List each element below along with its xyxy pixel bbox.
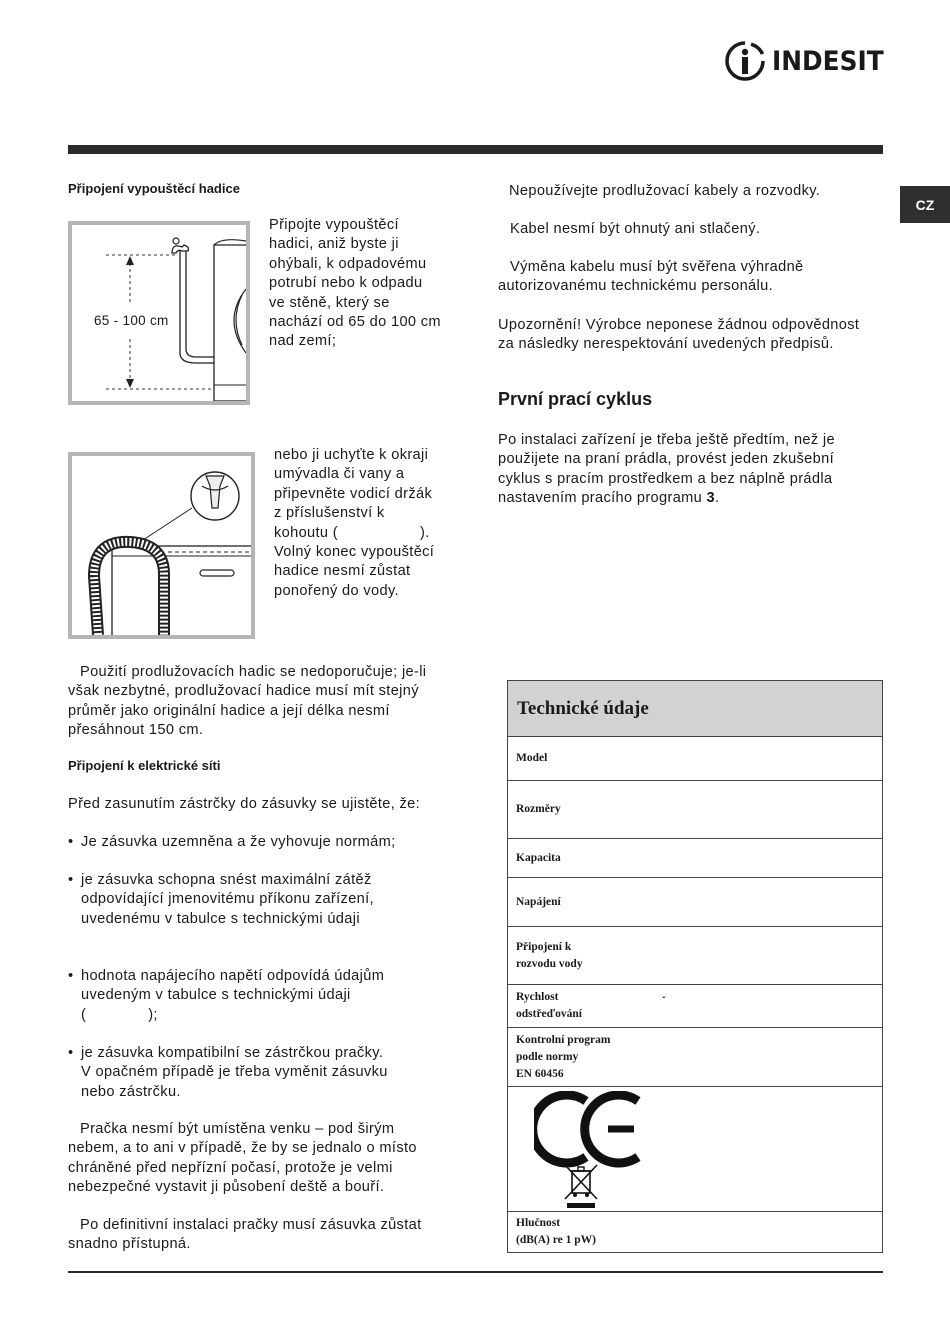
text-line: umývadla či vany a — [274, 466, 405, 483]
footer-rule — [68, 1271, 883, 1273]
text-line: snadno přístupná. — [68, 1236, 191, 1253]
row-label: Rozměry — [516, 803, 561, 815]
text-line: hadici, aniž byste ji — [269, 236, 399, 253]
brand-logo — [724, 40, 893, 82]
text-fragment: nastavením pracího programu — [498, 490, 707, 507]
text-line: odpovídající jmenovitému příkonu zařízení, — [81, 891, 374, 908]
text-line: ohýbali, k odpadovému — [269, 255, 427, 272]
text-line: přesáhnout 150 cm. — [68, 722, 204, 739]
text-line: Připojte vypouštěcí — [269, 217, 399, 233]
bullet-dot: • — [68, 968, 74, 984]
text-line: nad zemí; — [269, 333, 337, 350]
caron-mark: ˇ — [662, 995, 666, 1007]
tech-row-test-program — [508, 1028, 882, 1087]
row-label: Rychlost — [516, 991, 559, 1003]
tech-row-model — [508, 737, 882, 781]
text-line: autorizovanému technickému personálu. — [498, 278, 773, 295]
tech-row-noise — [508, 1212, 882, 1252]
text-line: nebo ji uchyťte k okraji — [274, 447, 429, 463]
text-line: nebem, a to ani v případě, že by se jednalo o místo — [68, 1140, 417, 1157]
bullet-dot: • — [68, 834, 74, 850]
text-fragment: ). — [420, 524, 430, 541]
language-tab: CZ — [900, 186, 950, 223]
tech-row-marks — [508, 1087, 882, 1212]
hose-guide-figure — [68, 452, 255, 639]
drain-heading: Připojení vypouštěcí hadice — [68, 181, 240, 196]
tech-row-spin — [508, 985, 882, 1028]
brand-i-icon — [724, 40, 766, 82]
text-line: však nezbytné, prodlužovací hadice musí mít stejný — [68, 683, 419, 700]
drain-instructions-1 — [269, 216, 441, 352]
row-label: Napájení — [516, 895, 561, 908]
text-line: nachází od 65 do 100 cm — [269, 314, 441, 331]
row-label: odstřeďování — [516, 1008, 582, 1020]
electric-intro: Před zasunutím zástrčky do zásuvky se ujistěte, že: — [68, 796, 421, 812]
text-line: připevněte vodicí držák — [274, 485, 433, 502]
first-cycle-paragraph — [498, 431, 835, 509]
height-dimension-label: 65 - 100 cm — [94, 313, 169, 328]
text-line — [498, 489, 835, 508]
outdoor-paragraph — [68, 1120, 417, 1198]
row-label: podle normy — [516, 1050, 579, 1063]
tech-row-water — [508, 927, 882, 985]
text-line: uvedeným v tabulce s technickými údaji — [81, 987, 351, 1004]
bullet-dot: • — [68, 872, 74, 888]
row-label: Připojení k — [516, 940, 572, 953]
text-line: je zásuvka kompatibilní se zástrčkou pračky. — [81, 1045, 384, 1061]
row-label: Kontrolní program — [516, 1033, 611, 1046]
bullet-item — [68, 833, 395, 852]
bullet-item — [68, 1044, 388, 1102]
text-line: Po definitivní instalaci pračky musí zásuvka zůstat — [80, 1217, 422, 1233]
text-fragment: kohoutu ( — [274, 524, 338, 541]
row-label: Kapacita — [516, 851, 561, 864]
brand-name: INDESIT — [772, 45, 884, 77]
text-line: Upozornění! Výrobce neponese žádnou odpovědnost — [498, 317, 860, 333]
text-line: použijete na praní prádla, provést jeden zkušební — [498, 451, 834, 468]
header-rule — [68, 145, 883, 154]
access-paragraph — [68, 1216, 422, 1255]
electric-heading: Připojení k elektrické síti — [68, 758, 221, 773]
text-line: uvedenému v tabulce s technickými údaji — [81, 910, 360, 927]
text-line: ve stěně, který se — [269, 294, 390, 311]
text-fragment: ); — [148, 1006, 158, 1023]
row-label: rozvodu vody — [516, 957, 583, 970]
text-line: Volný konec vypouštěcí — [274, 544, 435, 561]
text-line: V opačném případě je třeba vyměnit zásuvku — [81, 1064, 388, 1081]
text-line: hadice nesmí zůstat — [274, 563, 411, 580]
bullet-dot: • — [68, 1045, 74, 1061]
row-label: Model — [516, 752, 548, 764]
tech-row-dimensions — [508, 781, 882, 839]
text-line: nebezpečné vystavit ji působení deště a bouří. — [68, 1179, 385, 1196]
text-line: ponořený do vody. — [274, 582, 399, 599]
extension-paragraph — [68, 663, 426, 741]
tech-row-capacity — [508, 839, 882, 878]
row-label: EN 60456 — [516, 1067, 564, 1080]
text-line: Je zásuvka uzemněna a že vyhovuje normám; — [81, 834, 396, 850]
drain-instructions-2 — [274, 446, 434, 601]
cable-warning-1: Nepoužívejte prodlužovací kabely a rozvodky. — [509, 183, 821, 199]
text-line: potrubí nebo k odpadu — [269, 275, 423, 292]
program-number: 3 — [706, 490, 716, 507]
text-fragment: . — [715, 490, 720, 507]
text-line: hodnota napájecího napětí odpovídá údajům — [81, 968, 385, 984]
cable-warning-2: Kabel nesmí být ohnutý ani stlačený. — [510, 221, 761, 237]
text-line: Po instalaci zařízení je třeba ještě předtím, než je — [498, 432, 835, 448]
first-cycle-heading: První prací cyklus — [498, 389, 653, 409]
tech-table-title: Technické údaje — [508, 681, 882, 737]
text-line: Pračka nesmí být umístěna venku – pod širým — [80, 1121, 395, 1137]
weee-bin-icon — [561, 1163, 601, 1211]
text-line: z příslušenství k — [274, 505, 385, 522]
text-line: cyklus s pracím prostředkem a bez náplně prádla — [498, 470, 833, 487]
text-line — [274, 524, 434, 543]
tech-data-table — [507, 680, 883, 1253]
bullet-item — [68, 967, 384, 1025]
text-line: za následky nerespektování uvedených předpisů. — [498, 336, 834, 353]
row-label: (dB(A) re 1 pW) — [516, 1234, 596, 1246]
bullet-item — [68, 871, 374, 929]
row-label: Hlučnost — [516, 1217, 561, 1229]
hose-guide-illustration — [72, 456, 251, 635]
manufacturer-warning — [498, 316, 859, 355]
text-line: průměr jako originální hadice a její délka nesmí — [68, 702, 390, 719]
text-line: nebo zástrčku. — [81, 1083, 181, 1100]
cable-warning-3 — [498, 258, 804, 297]
text-fragment: ( — [81, 1006, 87, 1023]
tech-row-power — [508, 878, 882, 927]
text-line — [68, 1006, 384, 1025]
text-line: chráněné před nepřízní počasí, protože je velmi — [68, 1159, 393, 1176]
text-line: Použití prodlužovacích hadic se nedoporučuje; je-li — [80, 664, 427, 680]
text-line: Výměna kabelu musí být svěřena výhradně — [510, 259, 804, 275]
text-line: je zásuvka schopna snést maximální zátěž — [81, 872, 372, 888]
